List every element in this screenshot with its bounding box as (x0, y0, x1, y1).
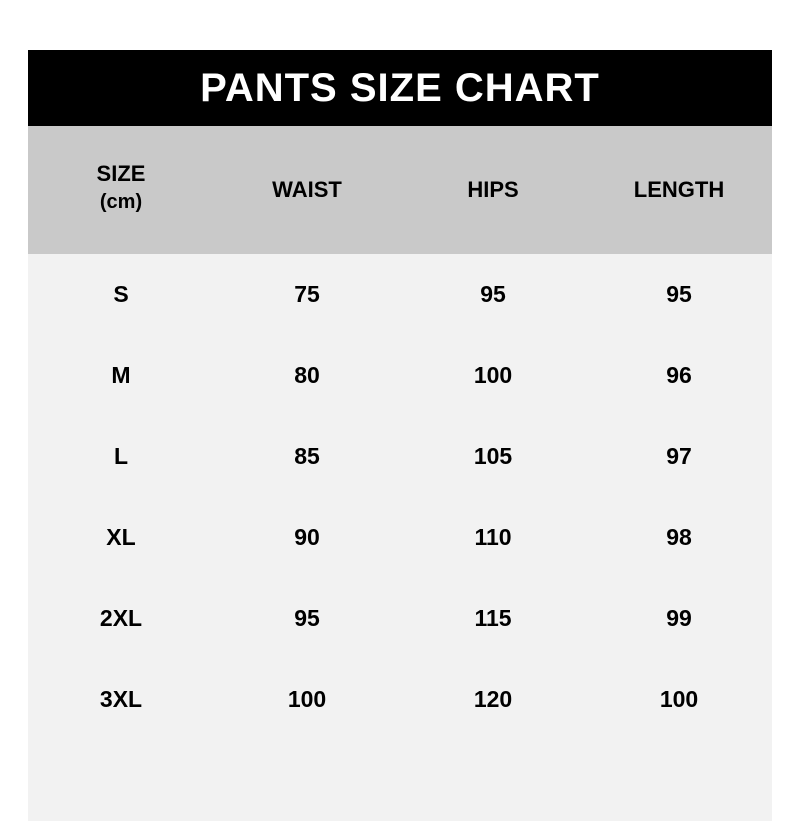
cell-size: S (28, 254, 214, 335)
table-row (28, 416, 772, 497)
column-header-waist-label: WAIST (272, 177, 342, 203)
size-chart-table (28, 126, 772, 821)
table-bottom-spacer (28, 740, 772, 821)
cell-hips: 110 (400, 497, 586, 578)
cell-waist: 90 (214, 497, 400, 578)
cell-hips: 105 (400, 416, 586, 497)
cell-length: 97 (586, 416, 772, 497)
cell-size: 3XL (28, 659, 214, 740)
cell-waist: 95 (214, 578, 400, 659)
cell-hips: 95 (400, 254, 586, 335)
table-row (28, 254, 772, 335)
column-header-waist (214, 126, 400, 254)
column-header-size-unit: (cm) (99, 190, 143, 213)
cell-length: 96 (586, 335, 772, 416)
table-header (28, 126, 772, 254)
cell-hips: 120 (400, 659, 586, 740)
cell-waist: 75 (214, 254, 400, 335)
cell-waist: 85 (214, 416, 400, 497)
cell-size: M (28, 335, 214, 416)
cell-size: 2XL (28, 578, 214, 659)
cell-hips: 115 (400, 578, 586, 659)
table-row (28, 659, 772, 740)
column-header-size-label: SIZE (96, 161, 146, 187)
cell-length: 99 (586, 578, 772, 659)
cell-hips: 100 (400, 335, 586, 416)
cell-length: 95 (586, 254, 772, 335)
column-header-hips-label: HIPS (467, 177, 519, 203)
cell-waist: 80 (214, 335, 400, 416)
column-header-length (586, 126, 772, 254)
table-row (28, 335, 772, 416)
column-header-length-label: LENGTH (633, 177, 725, 203)
table-body (28, 254, 772, 821)
cell-size: XL (28, 497, 214, 578)
column-header-hips (400, 126, 586, 254)
cell-waist: 100 (214, 659, 400, 740)
column-header-size (28, 126, 214, 254)
page-title: PANTS SIZE CHART (28, 50, 772, 126)
table-row (28, 578, 772, 659)
cell-length: 98 (586, 497, 772, 578)
cell-length: 100 (586, 659, 772, 740)
table-header-row (28, 126, 772, 254)
table-row (28, 497, 772, 578)
size-chart-card (28, 50, 772, 821)
cell-size: L (28, 416, 214, 497)
